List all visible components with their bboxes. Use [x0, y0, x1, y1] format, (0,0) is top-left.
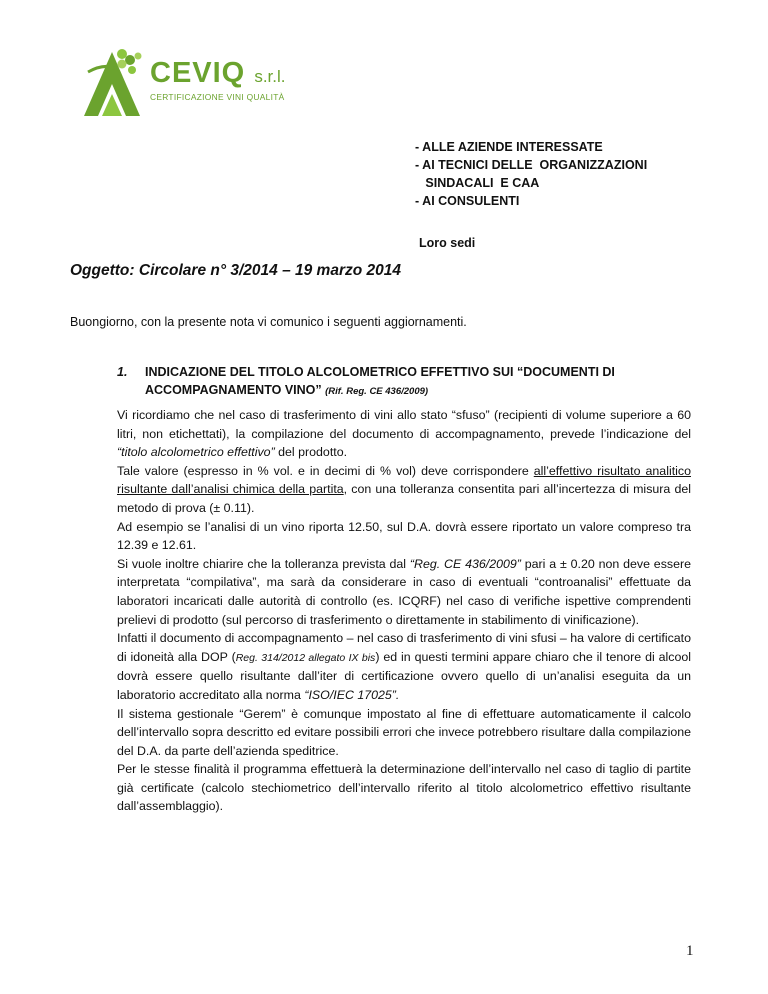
recipient-line: - AI TECNICI DELLE ORGANIZZAZIONI	[415, 158, 648, 172]
paragraph: Per le stesse finalità il programma effettuerà la determinazione dell’intervallo nel caso di taglio di partite già certificate (calcolo stechiometrico dell’intervallo riferito al titolo alcolometrico effettivo risultante dall’assemblaggio).	[117, 762, 691, 814]
subject-line: Oggetto: Circolare n° 3/2014 – 19 marzo 2014	[70, 262, 401, 279]
recipients-block	[415, 138, 647, 210]
paragraph: Ad esempio se l’analisi di un vino riporta 12.50, sul D.A. dovrà essere riportato un valore compreso tra 12.39 e 12.61.	[117, 519, 691, 553]
brand-suffix: s.r.l.	[254, 67, 286, 86]
loro-sedi: Loro sedi	[419, 236, 476, 250]
section-number: 1.	[117, 365, 128, 379]
intro-text: Buongiorno, con la presente nota vi comunico i seguenti aggiornamenti.	[70, 315, 467, 329]
paragraph: Il sistema gestionale “Gerem” è comunque impostato al fine di effettuare automaticamente il calcolo dell’intervallo sopra descritto ed evitare possibili errori che invece potrebbero risultare dalla compilazione del D.A. da parte dell’azienda speditrice.	[117, 706, 691, 758]
recipient-line: SINDACALI E CAA	[415, 176, 540, 190]
section-reference: (Rif. Reg. CE 436/2009)	[325, 386, 429, 397]
company-logo	[78, 42, 318, 122]
paragraph: Vi ricordiamo che nel caso di trasferimento di vini allo stato “sfuso” (recipienti di volume superiore a 60 litri, non etichettati), la compilazione del documento di accompagnamento, prevede l’indicazione del “titolo alcolometrico effettivo” del prodotto.	[117, 408, 691, 460]
paragraph: Infatti il documento di accompagnamento – nel caso di trasferimento di vini sfusi – ha valore di certificato di idoneità alla DOP (Reg. 314/2012 allegato IX bis) ed in questi termini appare chiaro che il tenore di alcool dovrà essere quello risultante dall’iter di certificazione ovvero quello di un’analisi eseguita da un laboratorio accreditato alla norma “ISO/IEC 17025”.	[117, 631, 691, 702]
section-title: INDICAZIONE DEL TITOLO ALCOLOMETRICO EFFETTIVO SUI “DOCUMENTI DI ACCOMPAGNAMENTO VINO”	[145, 365, 615, 397]
ceviq-logo-icon	[78, 42, 150, 120]
paragraph: Si vuole inoltre chiarire che la tolleranza prevista dal “Reg. CE 436/2009” pari a ± 0.20 non deve essere interpretata “compilativa”, ma sarà da considerare in caso di eventuali “controanalisi” effettuate da laboratori incaricati dalle autorità di controllo (es. ICQRF) nel caso di verifiche ispettive comprendenti prelievi di prodotto (sul percorso di trasferimento o direttamente in stabilimento di vinificazione).	[117, 556, 691, 627]
page-number: 1	[686, 943, 694, 959]
paragraph: Tale valore (espresso in % vol. e in decimi di % vol) deve corrispondere all’effettivo risultato analitico risultante dall’analisi chimica della partita, con una tolleranza consentita pari all’incertezza di misura del metodo di prova (± 0.11).	[117, 463, 691, 515]
section-heading	[117, 363, 637, 401]
recipient-line: - AI CONSULENTI	[415, 194, 520, 208]
body-text	[117, 406, 691, 816]
brand-name: CEVIQ s.r.l.	[150, 57, 286, 89]
recipient-line: - ALLE AZIENDE INTERESSATE	[415, 140, 603, 154]
brand-tagline: CERTIFICAZIONE VINI QUALITÀ	[150, 92, 285, 102]
